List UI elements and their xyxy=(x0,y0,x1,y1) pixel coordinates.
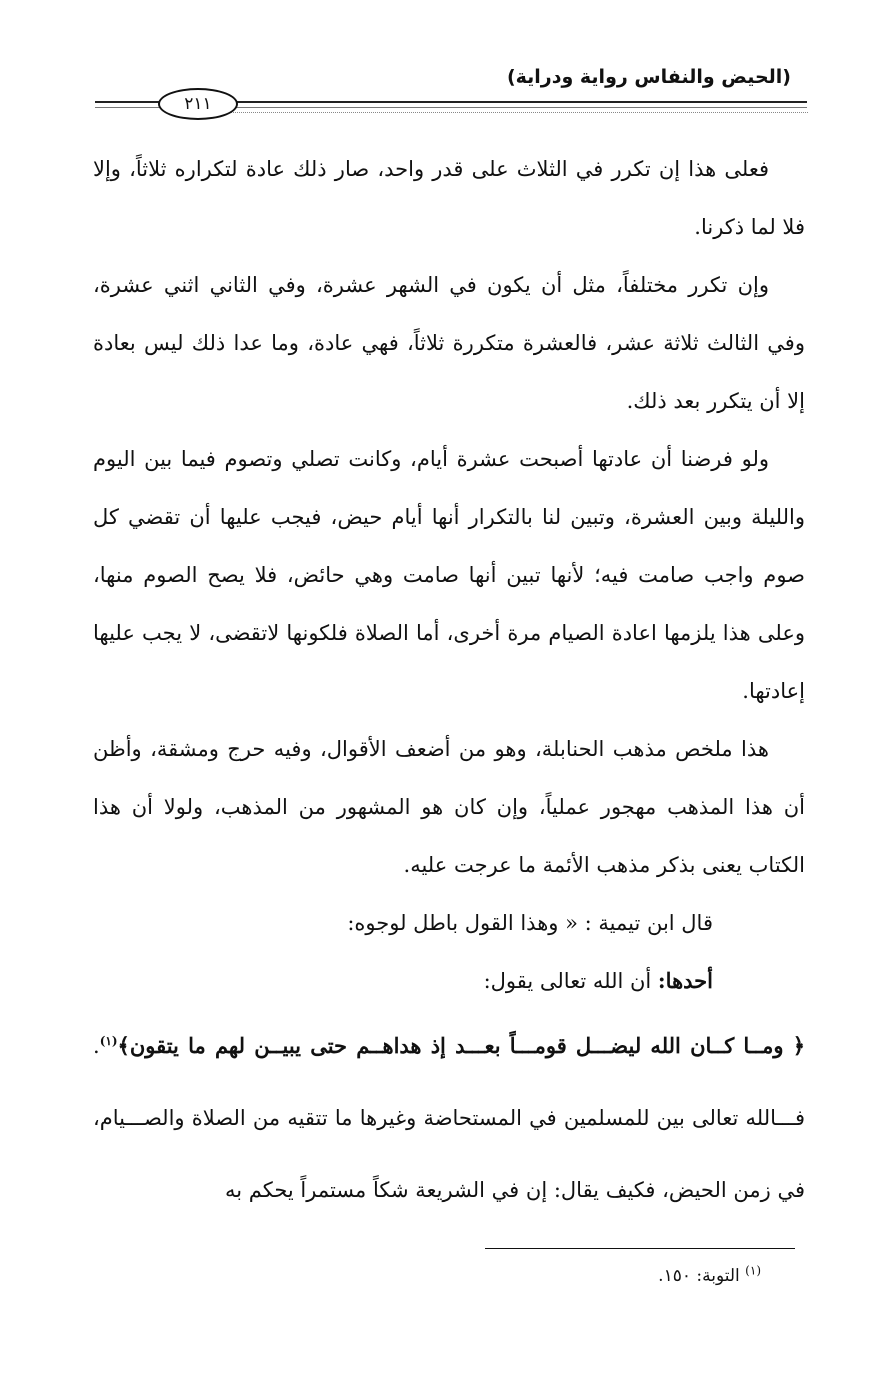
footnote xyxy=(658,1263,761,1286)
verse-text: ومــا كــان الله ليضـــل قومـــاً بعـــد إذ هداهــم حتى يبيــن لهم ما يتقون xyxy=(129,1033,784,1058)
paragraph: وإن تكرر مختلفاً، مثل أن يكون في الشهر عشرة، وفي الثاني اثني عشرة، وفي الثالث ثلاثة عشر، فالعشرة متكررة ثلاثاً، فهي عادة، وما عدا ذلك ليس بعادة إلا أن يتكرر بعد ذلك. xyxy=(93,273,805,413)
quran-verse xyxy=(93,1010,805,1226)
verse-close-bracket: ﴾ xyxy=(117,1033,130,1058)
verse-open-bracket: ﴿ xyxy=(792,1033,805,1058)
first-reason-label: أحدها: xyxy=(657,968,713,993)
page-number: ٢١١ xyxy=(158,88,238,120)
paragraph: هذا ملخص مذهب الحنابلة، وهو من أضعف الأقوال، وفيه حرج ومشقة، وأظن أن هذا المذهب مهجور عملياً، وإن كان هو المشهور من المذهب، ولولا أن هذا الكتاب يعنى بذكر مذهب الأئمة ما عرجت عليه. xyxy=(93,737,805,877)
main-text xyxy=(93,140,805,1226)
first-reason-text: أن الله تعالى يقول: xyxy=(483,969,652,993)
quote-intro: قال ابن تيمية : « وهذا القول باطل لوجوه: xyxy=(347,911,713,935)
running-header-title: (الحيض والنفاس رواية ودراية) xyxy=(506,66,791,88)
first-reason xyxy=(93,952,805,1010)
header-rule-dotted xyxy=(230,112,808,113)
footnote-rule xyxy=(485,1248,795,1249)
paragraph: فعلى هذا إن تكرر في الثلاث على قدر واحد، صار ذلك عادة لتكراره ثلاثاً، وإلا فلا لما ذكرنا. xyxy=(93,157,805,239)
paragraph: ولو فرضنا أن عادتها أصبحت عشرة أيام، وكانت تصلي وتصوم فيما بين اليوم والليلة وبين العشرة، وتبين لنا بالتكرار أنها أيام حيض، فيجب عليها أن تقضي كل صوم واجب صامت فيه؛ لأنها تبين أنها صامت وهي حائض، فلا يصح الصوم منها، وعلى هذا يلزمها اعادة الصيام مرة أخرى، أما الصلاة فلكونها لاتقضى، لا يجب عليها إعادتها. xyxy=(93,447,805,703)
after-verse-text: . فـــالله تعالى بين للمسلمين في المستحاضة وغيرها ما تتقيه من الصلاة والصـــيام، في زمن الحيض، فكيف يقال: إن في الشريعة شكاً مستمراً يحكم به xyxy=(93,1034,805,1202)
footnote-text: التوبة: ١٥٠. xyxy=(658,1266,740,1286)
footnote-number: (١) xyxy=(745,1263,761,1278)
footnote-marker[interactable]: (١) xyxy=(99,1034,118,1048)
